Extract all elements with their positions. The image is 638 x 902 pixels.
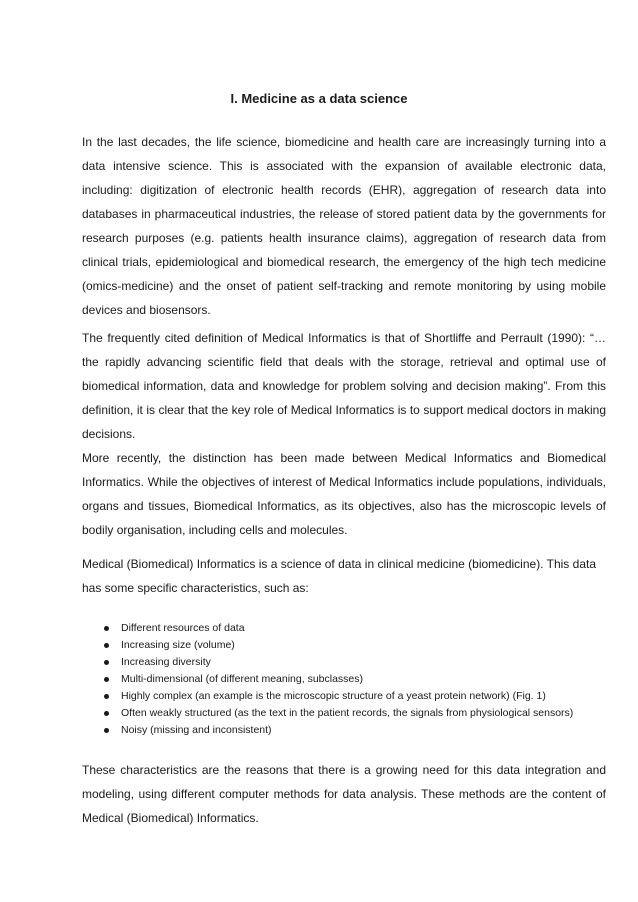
bullet-icon xyxy=(104,677,109,682)
list-item-text: Often weakly structured (as the text in the patient records, the signals from physiological sensors) xyxy=(121,707,574,719)
list-item xyxy=(100,688,620,705)
list-item xyxy=(100,637,620,654)
bullet-icon xyxy=(104,626,109,631)
list-item-text: Noisy (missing and inconsistent) xyxy=(121,724,272,736)
list-item xyxy=(100,705,620,722)
paragraph-biomedical-informatics: More recently, the distinction has been made between Medical Informatics and Biomedical Informatics. While the objectives of interest of Medical Informatics include populations, individuals, organs and tissues, Biomedical Informatics, as its objectives, also has the microscopic levels of bodily organisation, including cells and molecules. xyxy=(82,451,606,537)
paragraph-closing: These characteristics are the reasons that there is a growing need for this data integration and modeling, using different computer methods for data analysis. These methods are the content of Medical (Biomedical) Informatics. xyxy=(82,763,606,825)
list-item xyxy=(100,654,620,671)
paragraph-data-characteristics-intro: Medical (Biomedical) Informatics is a science of data in clinical medicine (biomedicine). This data has some specific characteristics, such as: xyxy=(82,557,596,595)
list-item xyxy=(100,671,620,688)
bullet-icon xyxy=(104,694,109,699)
bullet-icon xyxy=(104,660,109,665)
section-title: I. Medicine as a data science xyxy=(230,91,408,106)
list-item-text: Increasing diversity xyxy=(121,656,211,668)
paragraph-definition-medical-informatics: The frequently cited definition of Medical Informatics is that of Shortliffe and Perrault (1990): “… the rapidly advancing scientific field that deals with the storage, retrieval and optimal use of biomedical information, data and knowledge for problem solving and decision making”. From this definition, it is clear that the key role of Medical Informatics is to support medical doctors in making decisions. xyxy=(82,331,606,441)
bullet-icon xyxy=(104,711,109,716)
list-item xyxy=(100,620,620,637)
characteristics-list xyxy=(100,620,620,739)
list-item-text: Multi-dimensional (of different meaning, subclasses) xyxy=(121,673,364,685)
list-item-text: Highly complex (an example is the microscopic structure of a yeast protein network) (Fig. 1) xyxy=(121,690,546,702)
list-item-text: Increasing size (volume) xyxy=(121,639,235,651)
bullet-icon xyxy=(104,728,109,733)
bullet-icon xyxy=(104,643,109,648)
paragraph-data-intensive-science: In the last decades, the life science, biomedicine and health care are increasingly turning into a data intensive science. This is associated with the expansion of available electronic data, including: digitization of electronic health records (EHR), aggregation of research data into databases in pharmaceutical industries, the release of stored patient data by the governments for research purposes (e.g. patients health insurance claims), aggregation of research data from clinical trials, epidemiological and biomedical research, the emergency of the high tech medicine (omics-medicine) and the onset of patient self-tracking and remote monitoring by using mobile devices and biosensors. xyxy=(82,135,606,317)
list-item xyxy=(100,722,620,739)
list-item-text: Different resources of data xyxy=(121,622,245,634)
